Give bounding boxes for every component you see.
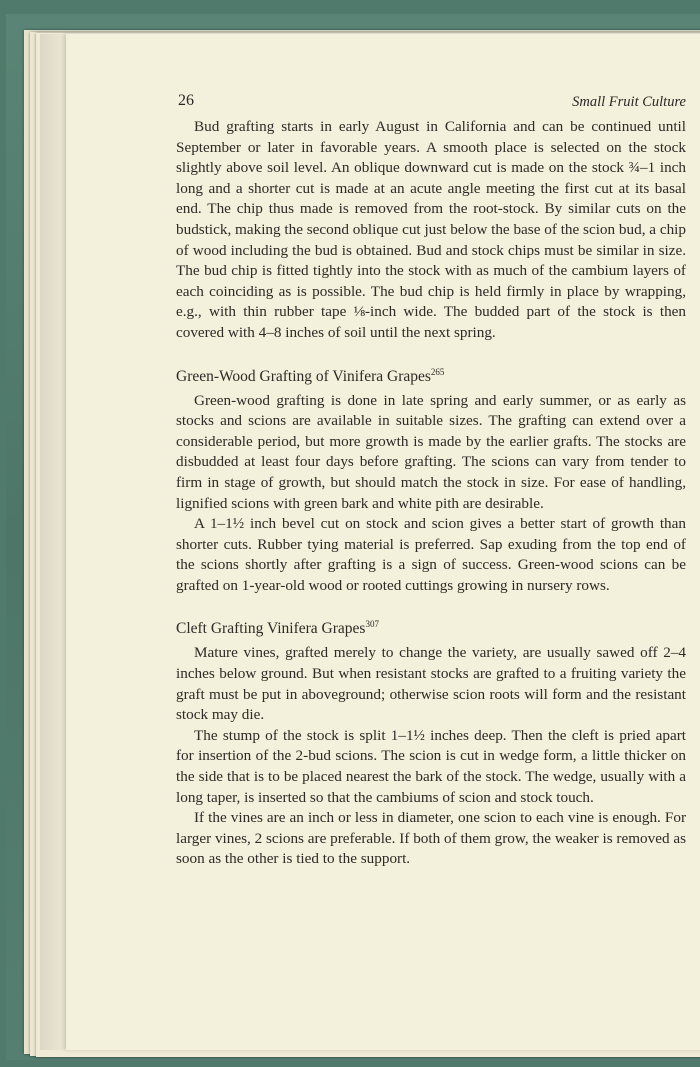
paragraph-cleft-3: If the vines are an inch or less in diameter, one scion to each vine is enough. For larger vines, 2 scions are preferable. If both of them grow, the weaker is removed as soon as the other is tied to the support. [176, 809, 686, 868]
page-body [176, 117, 686, 870]
running-head: Small Fruit Culture [572, 94, 686, 110]
gutter-shadow [40, 34, 70, 1050]
paragraph-cleft-2: The stump of the stock is split 1–1½ inches deep. Then the cleft is pried apart for insertion of the 2-bud scions. The scion is cut in wedge form, a little thicker on the side that is to be placed nearest the bark of the stock. The wedge, usually with a long taper, is inserted so that the cambiums of scion and stock touch. [176, 726, 686, 806]
section-heading-cleft [176, 614, 686, 639]
section-heading-green-wood [176, 362, 686, 387]
paragraph-green-wood-1: Green-wood grafting is done in late spring and early summer, or as early as stocks and scions are available in suitable sizes. The grafting can extend over a considerable period, but more growth is made by the earlier grafts. The stocks are disbudded at least four days before grafting. The scions can vary from tender to firm in stage of growth, but should match the stock in size. For ease of handling, lignified scions with green bark and white pith are desirable. [176, 391, 686, 512]
reference-number: 307 [365, 619, 379, 630]
paragraph-green-wood-2: A 1–1½ inch bevel cut on stock and scion gives a better start of growth than shorter cuts. Rubber tying material is preferred. Sap exuding from the top end of the scions shortly after grafting is a sign of success. Green-wood scions can be grafted on 1-year-old wood or rooted cuttings growing in nursery rows. [176, 515, 686, 594]
page-header [176, 92, 686, 114]
paragraph-cleft-1: Mature vines, grafted merely to change the variety, are usually sawed off 2–4 inches below ground. But when resistant stocks are grafted to a fruiting variety the graft must be put in aboveground; otherwise scion roots will form and the resistant stock may die. [176, 644, 686, 724]
section-heading-text: Green-Wood Grafting of Vinifera Grapes [176, 367, 431, 385]
paragraph-bud-grafting: Bud grafting starts in early August in California and can be continued until September or later in favorable years. A smooth place is selected on the stock slightly above soil level. An oblique downward cut is made on the stock ¾–1 inch long and a shorter cut is made at an acute angle meeting the first cut at its basal end. The chip thus made is removed from the root-stock. By similar cuts on the budstick, making the second oblique cut just below the base of the scion bud, a chip of wood including the bud is obtained. Bud and stock chips must be similar in size. The bud chip is fitted tightly into the stock with as much of the cambium layers of each coinciding as is possible. The bud chip is held firmly in place by wrapping, e.g., with thin rubber tape ⅛-inch wide. The budded part of the stock is then covered with 4–8 inches of soil until the next spring. [176, 118, 686, 341]
reference-number: 265 [430, 366, 445, 377]
page-number: 26 [178, 92, 194, 109]
section-heading-text: Cleft Grafting Vinifera Grapes [176, 620, 366, 638]
